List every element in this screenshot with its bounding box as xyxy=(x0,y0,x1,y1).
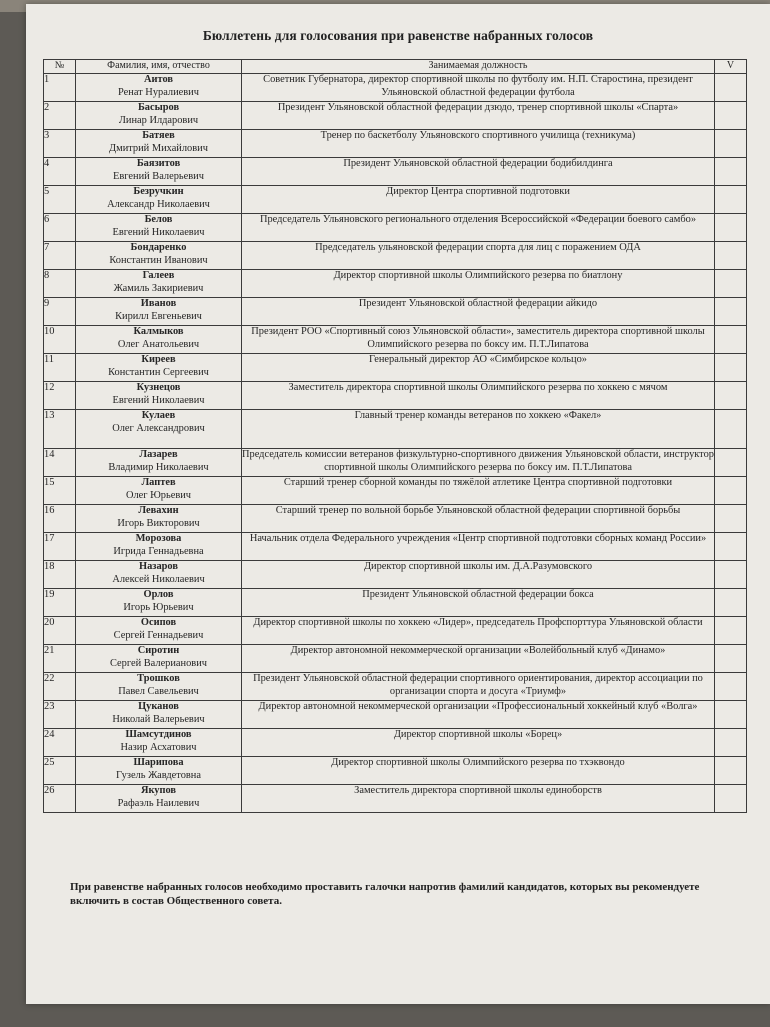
candidate-last-name: Бондаренко xyxy=(130,242,187,253)
candidate-position: Президент РОО «Спортивный союз Ульяновской области», заместитель директора спортивной школы Олимпийского резерва по боксу им. П.Т.Липатова xyxy=(242,326,715,354)
candidate-first-name: Евгений Николаевич xyxy=(112,394,205,406)
row-number: 4 xyxy=(44,158,76,186)
vote-checkbox-cell[interactable] xyxy=(715,74,747,102)
table-row xyxy=(44,270,747,298)
table-row xyxy=(44,645,747,673)
table-row xyxy=(44,298,747,326)
candidate-last-name: Галеев xyxy=(142,270,175,281)
candidate-position: Президент Ульяновской областной федерации бодибилдинга xyxy=(242,158,715,186)
candidate-name-cell xyxy=(76,214,242,242)
table-row xyxy=(44,186,747,214)
candidate-name-cell xyxy=(76,757,242,785)
candidate-last-name: Цуканов xyxy=(138,701,179,712)
candidate-name-cell xyxy=(76,701,242,729)
row-number: 20 xyxy=(44,617,76,645)
candidate-position: Директор спортивной школы Олимпийского резерва по тхэквондо xyxy=(242,757,715,785)
candidate-first-name: Ренат Нуралиевич xyxy=(118,86,199,98)
candidate-name-cell xyxy=(76,298,242,326)
candidate-name-cell xyxy=(76,477,242,505)
header-check: V xyxy=(715,60,747,74)
table-row xyxy=(44,382,747,410)
row-number: 22 xyxy=(44,673,76,701)
candidate-position: Президент Ульяновской областной федерации айкидо xyxy=(242,298,715,326)
candidate-first-name: Сергей Геннадьевич xyxy=(113,629,204,641)
candidate-name-cell xyxy=(76,74,242,102)
table-row xyxy=(44,785,747,813)
candidate-position: Генеральный директор АО «Симбирское кольцо» xyxy=(242,354,715,382)
candidate-last-name: Басыров xyxy=(137,102,180,113)
candidate-first-name: Линар Илдарович xyxy=(118,114,199,126)
candidate-position: Директор спортивной школы по хоккею «Лидер», председатель Профспорттура Ульяновской области xyxy=(242,617,715,645)
row-number: 11 xyxy=(44,354,76,382)
vote-checkbox-cell[interactable] xyxy=(715,505,747,533)
header-num: № xyxy=(44,60,76,74)
vote-checkbox-cell[interactable] xyxy=(715,158,747,186)
row-number: 7 xyxy=(44,242,76,270)
table-row xyxy=(44,102,747,130)
candidate-position: Президент Ульяновской областной федерации спортивного ориентирования, директор ассоциации по организации спорта и досуга «Триумф» xyxy=(242,673,715,701)
candidate-name-cell xyxy=(76,354,242,382)
row-number: 18 xyxy=(44,561,76,589)
table-row xyxy=(44,673,747,701)
candidate-first-name: Николай Валерьевич xyxy=(112,713,205,725)
candidate-name-cell xyxy=(76,242,242,270)
table-row xyxy=(44,561,747,589)
candidate-name-cell xyxy=(76,729,242,757)
vote-checkbox-cell[interactable] xyxy=(715,449,747,477)
candidate-last-name: Батяев xyxy=(142,130,175,141)
candidate-first-name: Кирилл Евгеньевич xyxy=(115,310,202,322)
header-position: Занимаемая должность xyxy=(242,60,715,74)
candidate-first-name: Гузель Жавдетовна xyxy=(116,769,201,781)
candidate-name-cell xyxy=(76,561,242,589)
table-row xyxy=(44,130,747,158)
vote-checkbox-cell[interactable] xyxy=(715,214,747,242)
table-row xyxy=(44,214,747,242)
vote-checkbox-cell[interactable] xyxy=(715,785,747,813)
candidate-first-name: Игрида Геннадьевна xyxy=(113,545,204,557)
table-row xyxy=(44,477,747,505)
page-title: Бюллетень для голосования при равенстве набранных голосов xyxy=(202,28,594,43)
vote-checkbox-cell[interactable] xyxy=(715,382,747,410)
header-name: Фамилия, имя, отчество xyxy=(76,60,242,74)
row-number: 12 xyxy=(44,382,76,410)
candidate-position: Директор Центра спортивной подготовки xyxy=(242,186,715,214)
instruction-note: При равенстве набранных голосов необходимо проставить галочки напротив фамилий кандидатов, которых вы рекомендуете включить в состав Общественного совета. xyxy=(70,881,700,907)
vote-checkbox-cell[interactable] xyxy=(715,729,747,757)
row-number: 13 xyxy=(44,410,76,449)
candidate-name-cell xyxy=(76,186,242,214)
table-row xyxy=(44,617,747,645)
row-number: 14 xyxy=(44,449,76,477)
candidate-name-cell xyxy=(76,449,242,477)
candidate-position: Председатель Ульяновского регионального отделения Всероссийской «Федерации боевого самбо» xyxy=(242,214,715,242)
candidate-position: Старший тренер по вольной борьбе Ульяновской областной федерации спортивной борьбы xyxy=(242,505,715,533)
row-number: 24 xyxy=(44,729,76,757)
vote-checkbox-cell[interactable] xyxy=(715,130,747,158)
candidate-first-name: Евгений Николаевич xyxy=(112,226,205,238)
table-row xyxy=(44,589,747,617)
row-number: 1 xyxy=(44,74,76,102)
candidate-name-cell xyxy=(76,673,242,701)
candidate-first-name: Олег Юрьевич xyxy=(125,489,192,501)
table-row xyxy=(44,410,747,449)
table-header-row xyxy=(44,60,747,74)
candidate-position: Тренер по баскетболу Ульяновского спортивного училища (техникума) xyxy=(242,130,715,158)
candidate-last-name: Киреев xyxy=(141,354,176,365)
vote-checkbox-cell[interactable] xyxy=(715,533,747,561)
ballot-sheet xyxy=(26,4,770,1004)
candidate-name-cell xyxy=(76,102,242,130)
candidate-last-name: Калмыков xyxy=(133,326,184,337)
candidate-last-name: Кузнецов xyxy=(136,382,181,393)
table-row xyxy=(44,505,747,533)
candidate-last-name: Назаров xyxy=(139,561,178,572)
vote-checkbox-cell[interactable] xyxy=(715,270,747,298)
candidate-name-cell xyxy=(76,410,242,449)
candidate-last-name: Лаптев xyxy=(141,477,176,488)
candidate-first-name: Алексей Николаевич xyxy=(112,573,205,585)
candidate-position: Директор спортивной школы им. Д.А.Разумовского xyxy=(242,561,715,589)
candidate-first-name: Олег Александрович xyxy=(112,422,205,434)
row-number: 10 xyxy=(44,326,76,354)
vote-checkbox-cell[interactable] xyxy=(715,589,747,617)
vote-checkbox-cell[interactable] xyxy=(715,645,747,673)
candidate-first-name: Игорь Викторович xyxy=(117,517,200,529)
vote-checkbox-cell[interactable] xyxy=(715,617,747,645)
row-number: 26 xyxy=(44,785,76,813)
vote-checkbox-cell[interactable] xyxy=(715,561,747,589)
candidate-first-name: Сергей Валерианович xyxy=(109,657,207,669)
candidate-name-cell xyxy=(76,533,242,561)
candidate-name-cell xyxy=(76,382,242,410)
table-row xyxy=(44,533,747,561)
candidate-position: Директор спортивной школы «Борец» xyxy=(242,729,715,757)
candidate-last-name: Орлов xyxy=(143,589,174,600)
candidate-position: Президент Ульяновской областной федерации дзюдо, тренер спортивной школы «Спарта» xyxy=(242,102,715,130)
candidate-position: Главный тренер команды ветеранов по хоккею «Факел» xyxy=(242,410,715,449)
candidate-position: Президент Ульяновской областной федерации бокса xyxy=(242,589,715,617)
row-number: 2 xyxy=(44,102,76,130)
candidate-name-cell xyxy=(76,326,242,354)
candidate-first-name: Дмитрий Михайлович xyxy=(109,142,208,154)
candidate-last-name: Осипов xyxy=(140,617,177,628)
candidate-position: Заместитель директора спортивной школы Олимпийского резерва по хоккею с мячом xyxy=(242,382,715,410)
row-number: 6 xyxy=(44,214,76,242)
candidate-last-name: Иванов xyxy=(140,298,177,309)
table-row xyxy=(44,326,747,354)
table-row xyxy=(44,242,747,270)
candidate-last-name: Морозова xyxy=(135,533,182,544)
candidate-last-name: Баязитов xyxy=(136,158,181,169)
table-row xyxy=(44,757,747,785)
candidate-position: Председатель ульяновской федерации спорта для лиц с поражением ОДА xyxy=(242,242,715,270)
candidate-last-name: Аитов xyxy=(143,74,173,85)
row-number: 25 xyxy=(44,757,76,785)
row-number: 17 xyxy=(44,533,76,561)
candidate-first-name: Павел Савельевич xyxy=(118,685,199,697)
row-number: 15 xyxy=(44,477,76,505)
candidate-name-cell xyxy=(76,617,242,645)
candidate-first-name: Константин Иванович xyxy=(109,254,208,266)
vote-checkbox-cell[interactable] xyxy=(715,326,747,354)
candidate-first-name: Олег Анатольевич xyxy=(117,338,200,350)
candidate-first-name: Владимир Николаевич xyxy=(108,461,209,473)
row-number: 8 xyxy=(44,270,76,298)
candidate-position: Директор автономной некоммерческой организации «Профессиональный хоккейный клуб «Волга» xyxy=(242,701,715,729)
row-number: 9 xyxy=(44,298,76,326)
candidate-position: Советник Губернатора, директор спортивной школы по футболу им. Н.П. Старостина, президент Ульяновской областной федерации футбола xyxy=(242,74,715,102)
candidate-first-name: Евгений Валерьевич xyxy=(113,170,204,182)
row-number: 5 xyxy=(44,186,76,214)
candidate-position: Заместитель директора спортивной школы единоборств xyxy=(242,785,715,813)
candidate-last-name: Левахин xyxy=(138,505,179,516)
vote-checkbox-cell[interactable] xyxy=(715,701,747,729)
vote-checkbox-cell[interactable] xyxy=(715,242,747,270)
candidate-last-name: Белов xyxy=(144,214,173,225)
table-row xyxy=(44,354,747,382)
vote-checkbox-cell[interactable] xyxy=(715,673,747,701)
candidate-position: Директор автономной некоммерческой организации «Волейбольный клуб «Динамо» xyxy=(242,645,715,673)
candidate-first-name: Константин Сергеевич xyxy=(108,366,209,378)
row-number: 3 xyxy=(44,130,76,158)
candidate-name-cell xyxy=(76,270,242,298)
candidate-first-name: Александр Николаевич xyxy=(107,198,210,210)
candidate-last-name: Лазарев xyxy=(139,449,178,460)
table-row xyxy=(44,729,747,757)
candidate-last-name: Шамсутдинов xyxy=(125,729,192,740)
vote-checkbox-cell[interactable] xyxy=(715,354,747,382)
candidate-position: Директор спортивной школы Олимпийского резерва по биатлону xyxy=(242,270,715,298)
candidate-name-cell xyxy=(76,158,242,186)
candidate-first-name: Жамиль Закириевич xyxy=(113,282,204,294)
candidate-name-cell xyxy=(76,645,242,673)
row-number: 21 xyxy=(44,645,76,673)
candidate-first-name: Назир Асхатович xyxy=(120,741,197,753)
candidate-name-cell xyxy=(76,785,242,813)
candidate-position: Председатель комиссии ветеранов физкультурно-спортивного движения Ульяновской области, инструктор спортивной школы Олимпийского резерва по боксу им. П.Т.Липатова xyxy=(242,449,715,477)
candidate-position: Старший тренер сборной команды по тяжёлой атлетике Центра спортивной подготовки xyxy=(242,477,715,505)
candidate-name-cell xyxy=(76,505,242,533)
table-row xyxy=(44,158,747,186)
vote-checkbox-cell[interactable] xyxy=(715,298,747,326)
candidate-last-name: Шарипова xyxy=(133,757,184,768)
table-row xyxy=(44,74,747,102)
candidate-first-name: Игорь Юрьевич xyxy=(123,601,194,613)
vote-checkbox-cell[interactable] xyxy=(715,102,747,130)
vote-checkbox-cell[interactable] xyxy=(715,757,747,785)
candidate-last-name: Якупов xyxy=(140,785,177,796)
candidate-last-name: Кулаев xyxy=(141,410,176,421)
candidate-last-name: Сиротин xyxy=(137,645,180,656)
candidate-first-name: Рафаэль Наилевич xyxy=(117,797,200,809)
vote-checkbox-cell[interactable] xyxy=(715,410,747,449)
vote-checkbox-cell[interactable] xyxy=(715,186,747,214)
candidate-name-cell xyxy=(76,130,242,158)
table-row xyxy=(44,449,747,477)
candidate-last-name: Безручкин xyxy=(133,186,184,197)
candidate-name-cell xyxy=(76,589,242,617)
candidate-position: Начальник отдела Федерального учреждения «Центр спортивной подготовки сборных команд России» xyxy=(242,533,715,561)
row-number: 16 xyxy=(44,505,76,533)
table-row xyxy=(44,701,747,729)
row-number: 23 xyxy=(44,701,76,729)
vote-checkbox-cell[interactable] xyxy=(715,477,747,505)
candidate-last-name: Трошков xyxy=(137,673,180,684)
candidates-table xyxy=(43,59,747,813)
row-number: 19 xyxy=(44,589,76,617)
